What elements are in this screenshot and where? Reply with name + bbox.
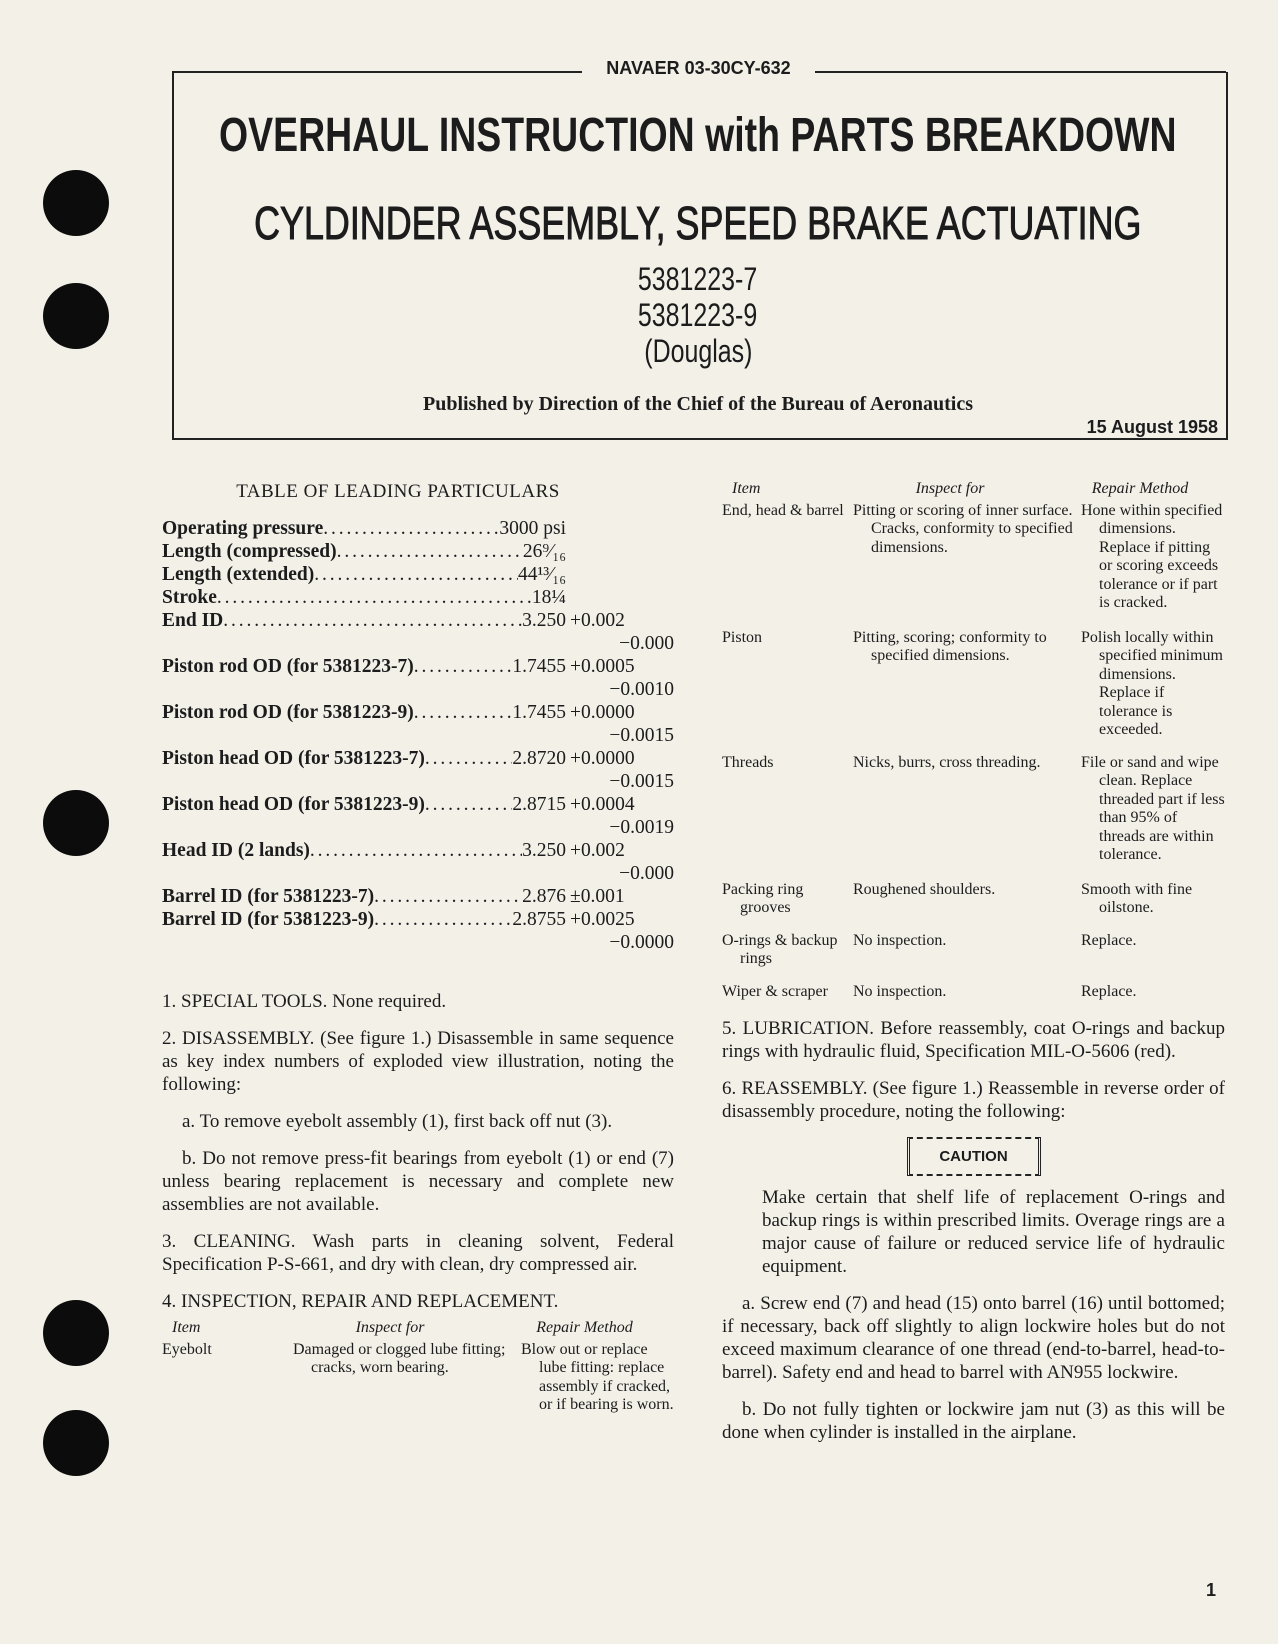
particular-label: Stroke bbox=[162, 587, 217, 608]
particular-label: Piston rod OD (for 5381223-7) bbox=[162, 656, 414, 677]
particular-label: Piston head OD (for 5381223-7) bbox=[162, 748, 425, 769]
particulars-title: TABLE OF LEADING PARTICULARS bbox=[236, 481, 560, 502]
section-disassembly: 2. DISASSEMBLY. (See figure 1.) Disassemble in same sequence as key index numbers of exploded view illustration, noting the following: bbox=[162, 1028, 674, 1095]
particular-row bbox=[162, 839, 674, 862]
left-column bbox=[162, 480, 674, 1415]
row-repair-method: Replace. bbox=[1081, 982, 1137, 1000]
row-repair-method: Smooth with fine oilstone. bbox=[1081, 880, 1193, 916]
particular-row bbox=[162, 655, 674, 678]
particular-tolerance-plus bbox=[566, 586, 674, 609]
particular-value: 1.7455 bbox=[512, 656, 566, 677]
row-repair-method: Replace. bbox=[1081, 931, 1137, 949]
table-row bbox=[722, 881, 1225, 918]
document-subtitle: CYLDINDER ASSEMBLY, SPEED BRAKE ACTUATING bbox=[254, 197, 1142, 249]
leader-dots bbox=[337, 540, 523, 563]
particular-tolerance-minus: −0.0019 bbox=[609, 817, 674, 838]
row-item: End, head & barrel bbox=[722, 501, 844, 519]
leader-dots bbox=[425, 793, 512, 816]
row-item: Piston bbox=[722, 628, 763, 646]
particular-tolerance-minus: −0.0000 bbox=[609, 932, 674, 953]
page-number: 1 bbox=[1205, 1580, 1216, 1600]
reassembly-step-b: b. Do not fully tighten or lockwire jam nut (3) as this will be done when cylinder is installed in the airplane. bbox=[722, 1399, 1225, 1443]
row-item: O-rings & backup rings bbox=[722, 931, 838, 967]
section-lubrication: 5. LUBRICATION. Before reassembly, coat O-rings and backup rings with hydraulic fluid, Specification MIL-O-5606 (red). bbox=[722, 1018, 1225, 1062]
particular-value: 3.250 bbox=[522, 840, 566, 861]
leader-dots bbox=[323, 517, 499, 540]
leader-dots bbox=[374, 885, 522, 908]
row-inspect-for: Nicks, burrs, cross threading. bbox=[853, 753, 1041, 771]
row-inspect-for: Pitting, scoring; conformity to specified dimensions. bbox=[853, 628, 1047, 664]
particular-value: 44¹³⁄₁₆ bbox=[517, 564, 566, 585]
particular-tolerance-plus: +0.002 bbox=[570, 840, 625, 861]
particular-row bbox=[162, 885, 674, 908]
document-title: OVERHAUL INSTRUCTION with PARTS BREAKDOWN bbox=[219, 109, 1177, 162]
section-cleaning: 3. CLEANING. Wash parts in cleaning solvent, Federal Specification P-S-661, and dry with clean, dry compressed air. bbox=[162, 1231, 674, 1275]
particular-tolerance-plus: +0.0004 bbox=[570, 794, 635, 815]
column-header: Inspect for bbox=[915, 480, 985, 497]
particular-row bbox=[162, 540, 674, 563]
leader-dots bbox=[425, 747, 512, 770]
table-row bbox=[722, 754, 1225, 865]
particular-row bbox=[162, 747, 674, 770]
leader-dots bbox=[217, 586, 532, 609]
particular-label: End ID bbox=[162, 610, 224, 631]
table-row bbox=[162, 1341, 674, 1415]
binder-hole bbox=[43, 1300, 109, 1366]
particular-tolerance-plus: +0.0000 bbox=[570, 748, 635, 769]
row-repair-method: Blow out or replace lube fitting: replace assembly if cracked, or if bearing is worn. bbox=[521, 1340, 674, 1413]
leader-dots bbox=[223, 609, 522, 632]
particular-tolerance-plus: ±0.001 bbox=[570, 886, 625, 907]
particular-tolerance-minus: −0.0015 bbox=[609, 771, 674, 792]
particular-label: Piston rod OD (for 5381223-9) bbox=[162, 702, 414, 723]
particular-tolerance-minus: −0.000 bbox=[619, 633, 674, 654]
caution-label: CAUTION bbox=[907, 1137, 1041, 1176]
particulars-table bbox=[162, 517, 674, 954]
binder-hole bbox=[43, 1410, 109, 1476]
binder-hole bbox=[43, 170, 109, 236]
manufacturer: (Douglas) bbox=[643, 333, 753, 369]
row-repair-method: Hone within specified dimensions. Replace if pitting or scoring exceeds tolerance or if part is cracked. bbox=[1081, 501, 1223, 611]
publication-date: 15 August 1958 bbox=[1086, 417, 1218, 437]
row-repair-method: Polish locally within specified minimum dimensions. Replace if tolerance is exceeded. bbox=[1081, 628, 1223, 738]
row-inspect-for: No inspection. bbox=[853, 982, 947, 1000]
row-inspect-for: Pitting or scoring of inner surface. Cracks, conformity to specified dimensions. bbox=[853, 501, 1073, 556]
particular-row bbox=[162, 517, 674, 540]
particular-label: Barrel ID (for 5381223-7) bbox=[162, 886, 375, 907]
table-row bbox=[722, 502, 1225, 613]
particular-label: Piston head OD (for 5381223-9) bbox=[162, 794, 425, 815]
particular-value: 26⁹⁄₁₆ bbox=[522, 541, 566, 562]
published-by: Published by Direction of the Chief of the Bureau of Aeronautics bbox=[422, 393, 973, 415]
leader-dots bbox=[414, 655, 513, 678]
particular-row bbox=[162, 586, 674, 609]
particular-value: 2.8715 bbox=[512, 794, 566, 815]
column-header: Item bbox=[732, 480, 761, 497]
section-reassembly: 6. REASSEMBLY. (See figure 1.) Reassemble in reverse order of disassembly procedure, noting the following: bbox=[722, 1078, 1225, 1122]
particular-value: 2.8755 bbox=[512, 909, 566, 930]
column-header: Repair Method bbox=[1091, 480, 1189, 497]
row-inspect-for: Roughened shoulders. bbox=[853, 880, 996, 898]
right-column bbox=[722, 480, 1225, 1458]
disassembly-step-b: b. Do not remove press-fit bearings from eyebolt (1) or end (7) unless bearing replacement is necessary and complete new assemblies are not available. bbox=[162, 1148, 674, 1215]
particular-label: Operating pressure bbox=[162, 518, 324, 539]
section-inspection: 4. INSPECTION, REPAIR AND REPLACEMENT. bbox=[162, 1291, 559, 1312]
row-repair-method: File or sand and wipe clean. Replace threaded part if less than 95% of threads are within tolerance. bbox=[1081, 753, 1225, 863]
column-header: Inspect for bbox=[355, 1319, 425, 1336]
caution-text: Make certain that shelf life of replacement O-rings and backup rings is within prescribed limits. Overage rings are a major cause of failure or reduced service life of hydraulic equipment. bbox=[762, 1187, 1225, 1277]
particular-label: Head ID (2 lands) bbox=[162, 840, 310, 861]
particular-label: Length (compressed) bbox=[162, 541, 337, 562]
inspection-table-right bbox=[722, 480, 1225, 1001]
particular-row bbox=[162, 908, 674, 931]
particular-tolerance-minus: −0.0010 bbox=[609, 679, 674, 700]
particular-value: 3000 psi bbox=[499, 518, 566, 539]
row-inspect-for: Damaged or clogged lube fitting; cracks, worn bearing. bbox=[293, 1340, 506, 1376]
particular-row bbox=[162, 609, 674, 632]
particular-tolerance-plus: +0.0000 bbox=[570, 702, 635, 723]
particular-value: 1.7455 bbox=[512, 702, 566, 723]
row-item: Threads bbox=[722, 753, 774, 771]
binder-hole bbox=[43, 790, 109, 856]
row-item: Eyebolt bbox=[162, 1340, 212, 1358]
particular-tolerance-minus: −0.0015 bbox=[609, 725, 674, 746]
particular-value: 2.876 bbox=[522, 886, 566, 907]
particular-row bbox=[162, 793, 674, 816]
particular-label: Barrel ID (for 5381223-9) bbox=[162, 909, 375, 930]
table-row bbox=[722, 629, 1225, 740]
particular-tolerance-plus: +0.0025 bbox=[570, 909, 635, 930]
leader-dots bbox=[310, 839, 522, 862]
part-number: 5381223-9 bbox=[638, 297, 758, 333]
table-header bbox=[162, 1319, 674, 1338]
table-row bbox=[722, 983, 1225, 1002]
particular-tolerance-plus bbox=[566, 517, 674, 540]
binder-hole bbox=[43, 283, 109, 349]
reassembly-step-a: a. Screw end (7) and head (15) onto barrel (16) until bottomed; if necessary, back off slightly to align lockwire holes but do not exceed maximum clearance of one thread (end-to-barrel, head-to-barrel). Safety end and head to barrel with AN955 lockwire. bbox=[722, 1293, 1225, 1383]
section-special-tools: 1. SPECIAL TOOLS. None required. bbox=[162, 991, 447, 1012]
leader-dots bbox=[374, 908, 512, 931]
leader-dots bbox=[414, 701, 513, 724]
particular-value: 2.8720 bbox=[512, 748, 566, 769]
inspection-table-left bbox=[162, 1319, 674, 1415]
particular-value: 18¼ bbox=[531, 587, 566, 608]
particular-tolerance-minus: −0.000 bbox=[619, 863, 674, 884]
row-item: Packing ring grooves bbox=[722, 880, 804, 916]
part-number: 5381223-7 bbox=[638, 261, 758, 297]
document-number: NAVAER 03-30CY-632 bbox=[606, 58, 791, 78]
particular-row bbox=[162, 563, 674, 586]
particular-value: 3.250 bbox=[522, 610, 566, 631]
particular-tolerance-plus bbox=[566, 563, 674, 586]
particular-tolerance-plus: +0.0005 bbox=[570, 656, 635, 677]
table-row bbox=[722, 932, 1225, 969]
column-header: Repair Method bbox=[536, 1319, 633, 1336]
particular-label: Length (extended) bbox=[162, 564, 315, 585]
row-inspect-for: No inspection. bbox=[853, 931, 947, 949]
particular-tolerance-plus bbox=[566, 540, 674, 563]
disassembly-step-a: a. To remove eyebolt assembly (1), first back off nut (3). bbox=[182, 1111, 613, 1132]
column-header: Item bbox=[172, 1319, 201, 1336]
leader-dots bbox=[314, 563, 518, 586]
table-header bbox=[722, 480, 1225, 499]
particular-row bbox=[162, 701, 674, 724]
row-item: Wiper & scraper bbox=[722, 982, 828, 1000]
particular-tolerance-plus: +0.002 bbox=[570, 610, 625, 631]
